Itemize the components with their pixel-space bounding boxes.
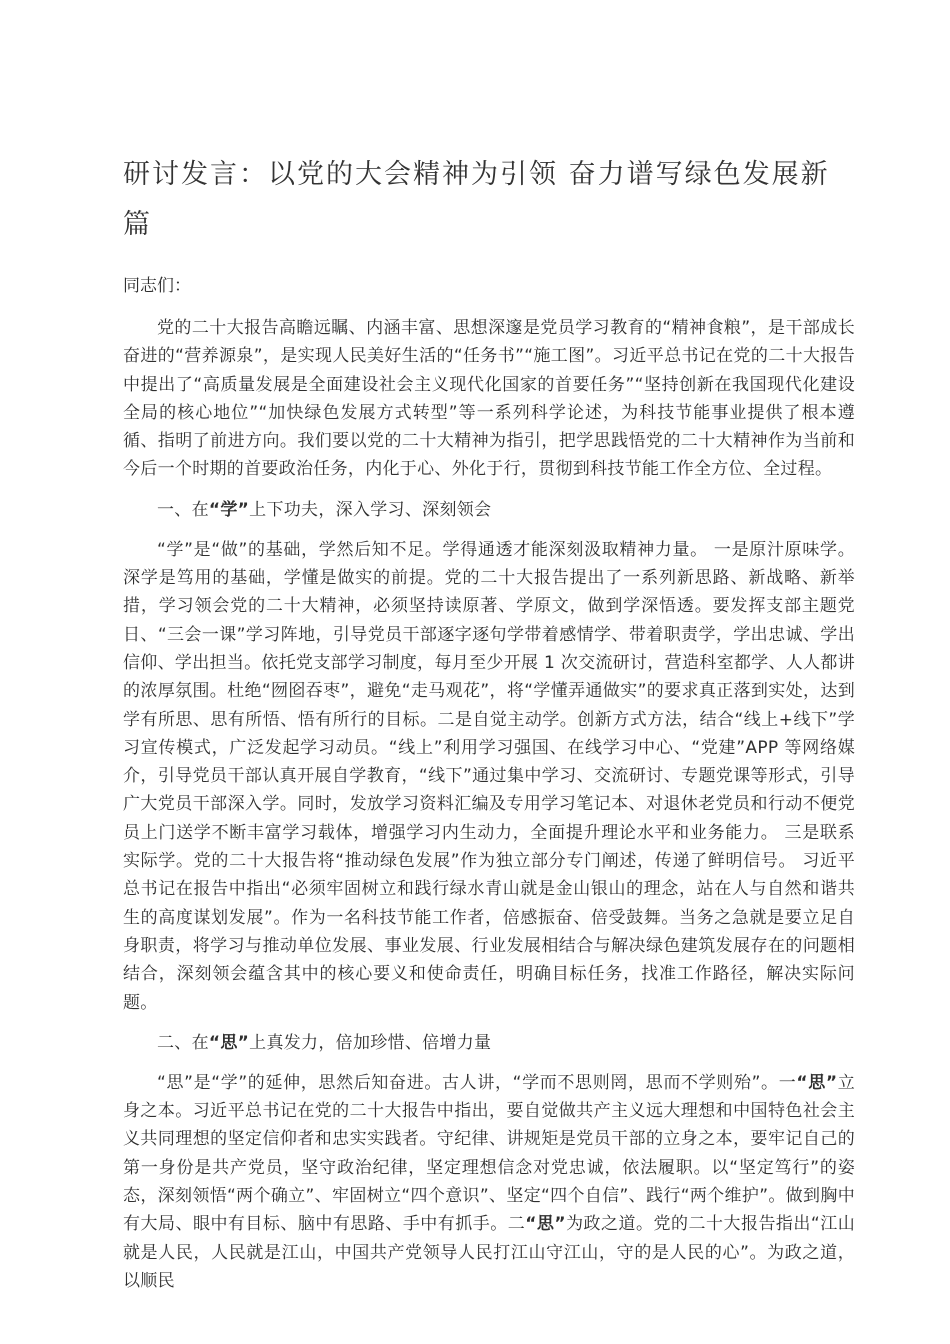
section2-heading-key: “思” [208,1032,250,1053]
section2-body-key2: “思” [525,1214,566,1235]
section2-heading [123,1029,855,1057]
section2-body [123,1069,855,1295]
intro-paragraph: 党的二十大报告高瞻远瞩、内涵丰富、思想深邃是党员学习教育的“精神食粮”，是干部成长奋进的“营养源泉”，是实现人民美好生活的“任务书”“施工图”。习近平总书记在党的二十大报告中提出了“高质量发展是全面建设社会主义现代化国家的首要任务”“坚持创新在我国现代化建设全局的核心地位”“加快绿色发展方式转型”等一系列科学论述，为科技节能事业提供了根本遵循、指明了前进方向。我们要以党的二十大精神为指引，把学思践悟党的二十大精神作为当前和今后一个时期的首要政治任务，内化于心、外化于行，贯彻到科技节能工作全方位、全过程。 [123,318,855,480]
section2-body-part-b: 立身之本。习近平总书记在党的二十大报告中指出，要自觉做共产主义远大理想和中国特色社会主义共同理想的坚定信仰者和忠实实践者。守纪律、讲规矩是党员干部的立身之本，要牢记自己的第一身份是共产党员，坚守政治纪律，坚定理想信念对党忠诚，依法履职。以“坚定笃行”的姿态，深刻领悟“两个确立”、牢固树立“四个意识”、坚定“四个自信”、践行“两个维护”。做到胸中有大局、眼中有目标、脑中有思路、手中有抓手。二 [123,1072,855,1235]
section2-heading-post: 上真发力，倍加珍惜、倍增力量 [249,1032,492,1053]
document-page [123,150,855,1307]
document-title: 研讨发言：以党的大会精神为引领 奋力谱写绿色发展新篇 [123,159,830,240]
section1-heading [123,496,855,524]
section1-heading-post: 上下功夫，深入学习、深刻领会 [249,499,492,520]
salutation: 同志们： [123,276,191,296]
section1-body: “学”是“做”的基础，学然后知不足。学得通透才能深刻汲取精神力量。 一是原汁原味学。深学是笃用的基础，学懂是做实的前提。党的二十大报告提出了一系列新思路、新战略、新举措，学习领会党的二十大精神，必须坚持读原著、学原文，做到学深悟透。要发挥支部主题党日、“三会一课”学习阵地，引导党员干部逐字逐句学带着感情学、带着职责学，学出忠诚、学出信仰、学出担当。依托党支部学习制度，每月至少开展 1 次交流研讨，营造科室都学、人人都讲的浓厚氛围。杜绝“囫囵吞枣”，避免“走马观花”，将“学懂弄通做实”的要求真正落到实处，达到学有所思、思有所悟、悟有所行的目标。二是自觉主动学。创新方式方法，结合“线上+线下”学习宣传模式，广泛发起学习动员。“线上”利用学习强国、在线学习中心、“党建”APP 等网络媒介，引导党员干部认真开展自学教育，“线下”通过集中学习、交流研讨、专题党课等形式，引导广大党员干部深入学。同时，发放学习资料汇编及专用学习笔记本、对退休老党员和行动不便党员上门送学不断丰富学习载体，增强学习内生动力，全面提升理论水平和业务能力。 三是联系实际学。党的二十大报告将“推动绿色发展”作为独立部分专门阐述，传递了鲜明信号。 习近平总书记在报告中指出“必须牢固树立和践行绿水青山就是金山银山的理念，站在人与自然和谐共生的高度谋划发展”。作为一名科技节能工作者，倍感振奋、倍受鼓舞。当务之急就是要立足自身职责，将学习与推动单位发展、事业发展、行业发展相结合与解决绿色建筑发展存在的问题相结合，深刻领会蕴含其中的核心要义和使命责任，明确目标任务，找准工作路径，解决实际问题。 [123,539,855,1013]
section1-heading-pre: 一、在 [157,499,209,520]
section2-body-part-c: 为政之道。党的二十大报告指出“江山就是人民，人民就是江山，中国共产党领导人民打江山守江山，守的是人民的心”。为政之道，以顺民 [123,1214,855,1291]
section2-body-key1: “思” [796,1072,838,1093]
section2-body-part-a: “思”是“学”的延伸，思然后知奋进。古人讲，“学而不思则罔，思而不学则殆”。一 [157,1072,797,1093]
section1-heading-key: “学” [208,499,250,520]
section2-heading-pre: 二、在 [157,1032,209,1053]
